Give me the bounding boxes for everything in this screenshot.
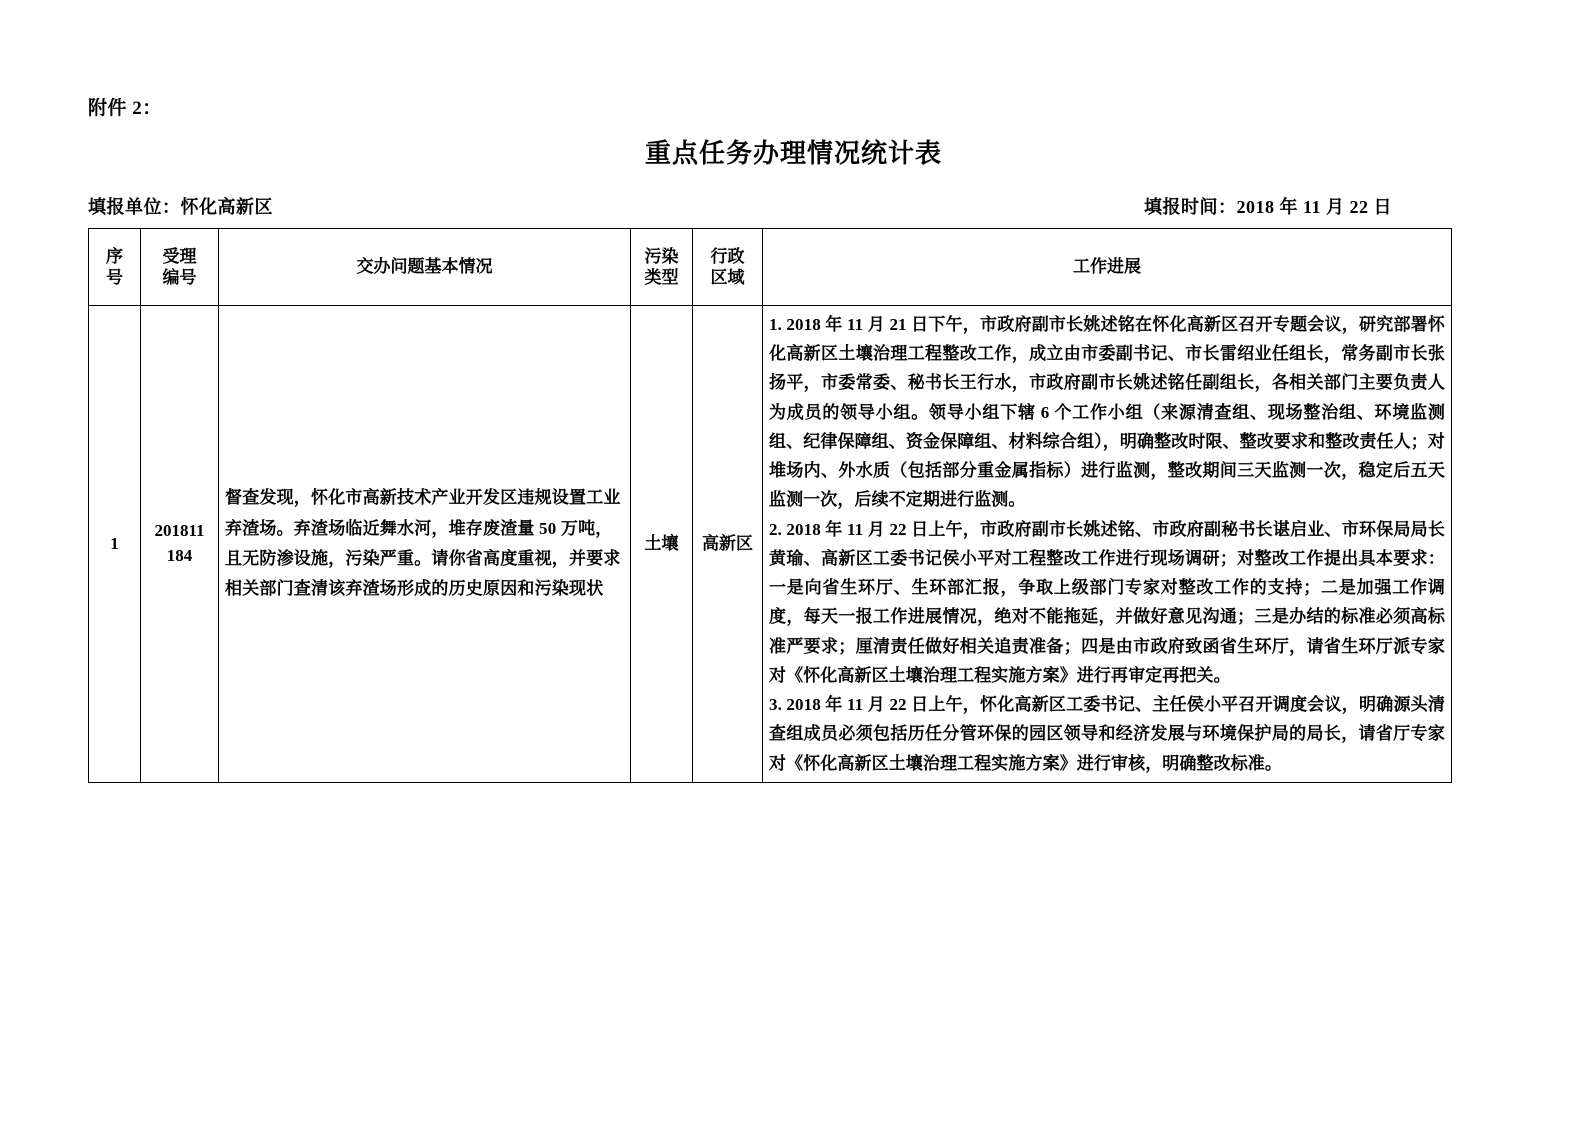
cell-sequence: 1 xyxy=(89,306,141,783)
column-header-sequence-line2: 号 xyxy=(106,268,123,287)
table-row xyxy=(89,306,1452,783)
table-body xyxy=(89,306,1452,783)
task-status-table xyxy=(88,228,1452,783)
column-header-work-progress: 工作进展 xyxy=(763,229,1452,306)
column-header-problem-desc: 交办问题基本情况 xyxy=(219,229,631,306)
cell-case-number-line1: 201811 xyxy=(154,521,205,541)
cell-pollution-type: 土壤 xyxy=(631,306,693,783)
column-header-case-number xyxy=(141,229,219,306)
work-progress-paragraph: 3. 2018 年 11 月 22 日上午，怀化高新区工委书记、主任侯小平召开调度会议，明确源头清查组成员必须包括历任分管环保的园区领导和经济发展与环境保护局的局长，请省厅专家对《怀化高新区土壤治理工程实施方案》进行审核，明确整改标准。 xyxy=(769,695,1445,773)
work-progress-paragraph: 2. 2018 年 11 月 22 日上午，市政府副市长姚述铭、市政府副秘书长谌启业、市环保局局长黄瑜、高新区工委书记侯小平对工程整改工作进行现场调研；对整改工作提出具本要求：一是向省生环厅、生环部汇报，争取上级部门专家对整改工作的支持；二是加强工作调度，每天一报工作进展情况，绝对不能拖延，并做好意见沟通；三是办结的标准必须高标准严要求；厘清责任做好相关追责准备；四是由市政府致函省生环厅，请省生环厅派专家对《怀化高新区土壤治理工程实施方案》进行再审定再把关。 xyxy=(769,519,1445,685)
reporting-date: 填报时间：2018 年 11 月 22 日 xyxy=(1143,197,1392,217)
column-header-sequence xyxy=(89,229,141,306)
column-header-case-number-line2: 编号 xyxy=(162,268,197,287)
column-header-sequence-line1: 序 xyxy=(106,246,123,266)
attachment-label: 附件 2： xyxy=(88,98,162,119)
cell-problem-desc: 督查发现，怀化市高新技术产业开发区违规设置工业弃渣场。弃渣场临近舞水河，堆存废渣量 50 万吨，且无防渗设施，污染严重。请你省高度重视，并要求相关部门查清该弃渣场形成的历史原因和污染现状 xyxy=(219,306,631,783)
column-header-case-number-line1: 受理 xyxy=(162,246,197,266)
column-header-pollution-type-line2: 类型 xyxy=(644,268,679,287)
table-header xyxy=(89,229,1452,306)
column-header-pollution-type xyxy=(631,229,693,306)
page-title: 重点任务办理情况统计表 xyxy=(644,139,942,168)
work-progress-paragraph: 1. 2018 年 11 月 21 日下午，市政府副市长姚述铭在怀化高新区召开专题会议，研究部署怀化高新区土壤治理工程整改工作，成立由市委副书记、市长雷绍业任组长，常务副市长张扬平，市委常委、秘书长王行水，市政府副市长姚述铭任副组长，各相关部门主要负责人为成员的领导小组。领导小组下辖 6 个工作小组（来源清查组、现场整治组、环境监测组、纪律保障组、资金保障组、材料综合组），明确整改时限、整改要求和整改责任人；对堆场内、外水质（包括部分重金属指标）进行监测，整改期间三天监测一次，稳定后五天监测一次，后续不定期进行监测。 xyxy=(769,315,1445,510)
table-header-row xyxy=(89,229,1452,306)
cell-work-progress xyxy=(763,306,1452,783)
column-header-admin-region-line2: 区域 xyxy=(710,268,745,287)
column-header-admin-region xyxy=(693,229,763,306)
cell-case-number xyxy=(141,306,219,783)
meta-row xyxy=(88,193,1499,217)
reporting-unit: 填报单位：怀化高新区 xyxy=(88,197,273,217)
column-header-pollution-type-line1: 污染 xyxy=(644,246,679,266)
column-header-admin-region-line1: 行政 xyxy=(710,246,745,266)
cell-admin-region: 高新区 xyxy=(693,306,763,783)
cell-case-number-line2: 184 xyxy=(166,545,193,565)
